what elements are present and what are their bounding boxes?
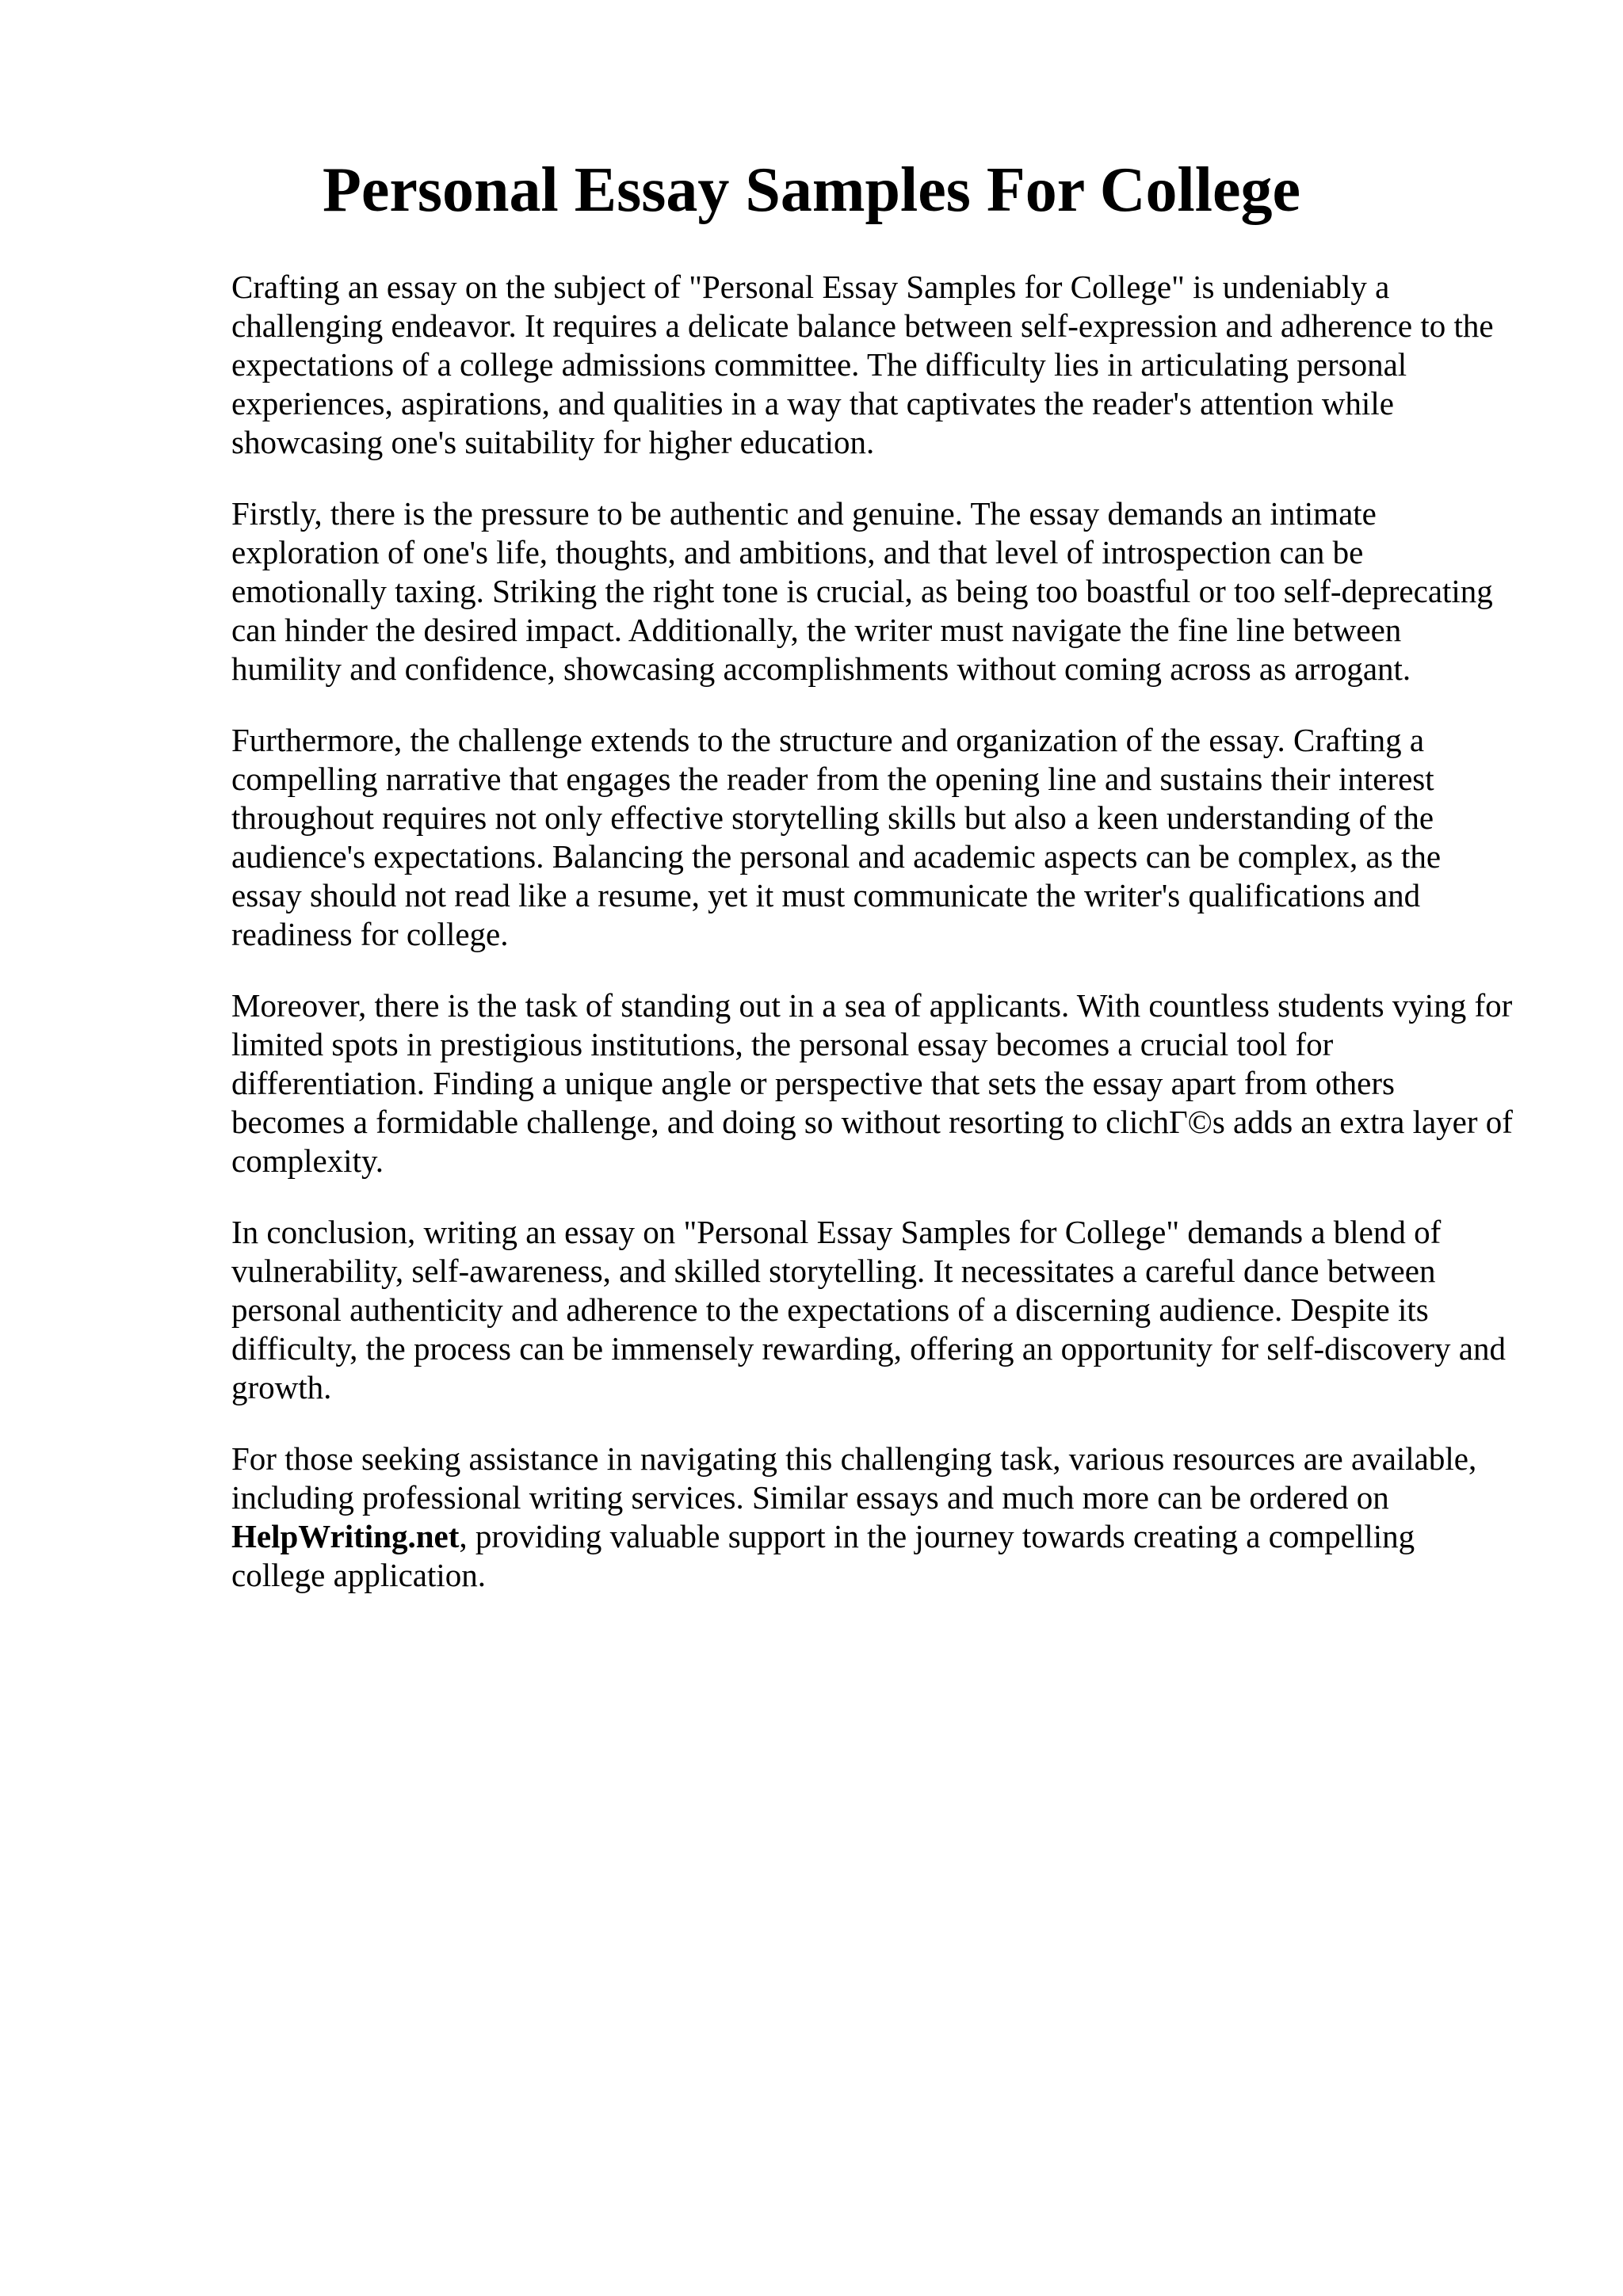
paragraph-standing-out: Moreover, there is the task of standing out in a sea of applicants. With countless students vying for limited spots in prestigious institutions, the personal essay becomes a crucial tool for differentiation. Finding a unique angle or perspective that sets the essay apart from others becomes a formidable challenge, and doing so without resorting to clichΓ©s adds an extra layer of complexity. xyxy=(231,987,1513,1179)
paragraph-conclusion: In conclusion, writing an essay on "Personal Essay Samples for College" demands a blend of vulnerability, self-awareness, and skilled storytelling. It necessitates a careful dance between personal authenticity and adherence to the expectations of a discerning audience. Despite its difficulty, the process can be immensely rewarding, offering an opportunity for self-discovery and growth. xyxy=(231,1214,1507,1405)
paragraph-closing xyxy=(231,1440,1515,1595)
closing-text-before: For those seeking assistance in navigating this challenging task, various resources are available, including professional writing services. Similar essays and much more can be ordered on xyxy=(231,1440,1477,1516)
brand-name: HelpWriting.net xyxy=(231,1518,460,1554)
essay-body xyxy=(231,268,1515,1627)
paragraph-intro: Crafting an essay on the subject of "Personal Essay Samples for College" is undeniably a challenging endeavor. It requires a delicate balance between self-expression and adherence to the expectations of a college admissions committee. The difficulty lies in articulating personal experiences, aspirations, and qualities in a way that captivates the reader's attention while showcasing one's suitability for higher education. xyxy=(231,269,1494,460)
paragraph-structure: Furthermore, the challenge extends to the structure and organization of the essay. Crafting a compelling narrative that engages the reader from the opening line and sustains their interest throughout requires not only effective storytelling skills but also a keen understanding of the audience's expectations. Balancing the personal and academic aspects can be complex, as the essay should not read like a resume, yet it must communicate the writer's qualifications and readiness for college. xyxy=(231,722,1442,952)
closing-text-after: , providing valuable support in the journey towards creating a compelling college application. xyxy=(231,1518,1415,1593)
page-title: Personal Essay Samples For College xyxy=(322,155,1301,225)
paragraph-authenticity: Firstly, there is the pressure to be authentic and genuine. The essay demands an intimate exploration of one's life, thoughts, and ambitions, and that level of introspection can be emotionally taxing. Striking the right tone is crucial, as being too boastful or too self-deprecating can hinder the desired impact. Additionally, the writer must navigate the fine line between humility and confidence, showcasing accomplishments without coming across as arrogant. xyxy=(231,495,1493,687)
